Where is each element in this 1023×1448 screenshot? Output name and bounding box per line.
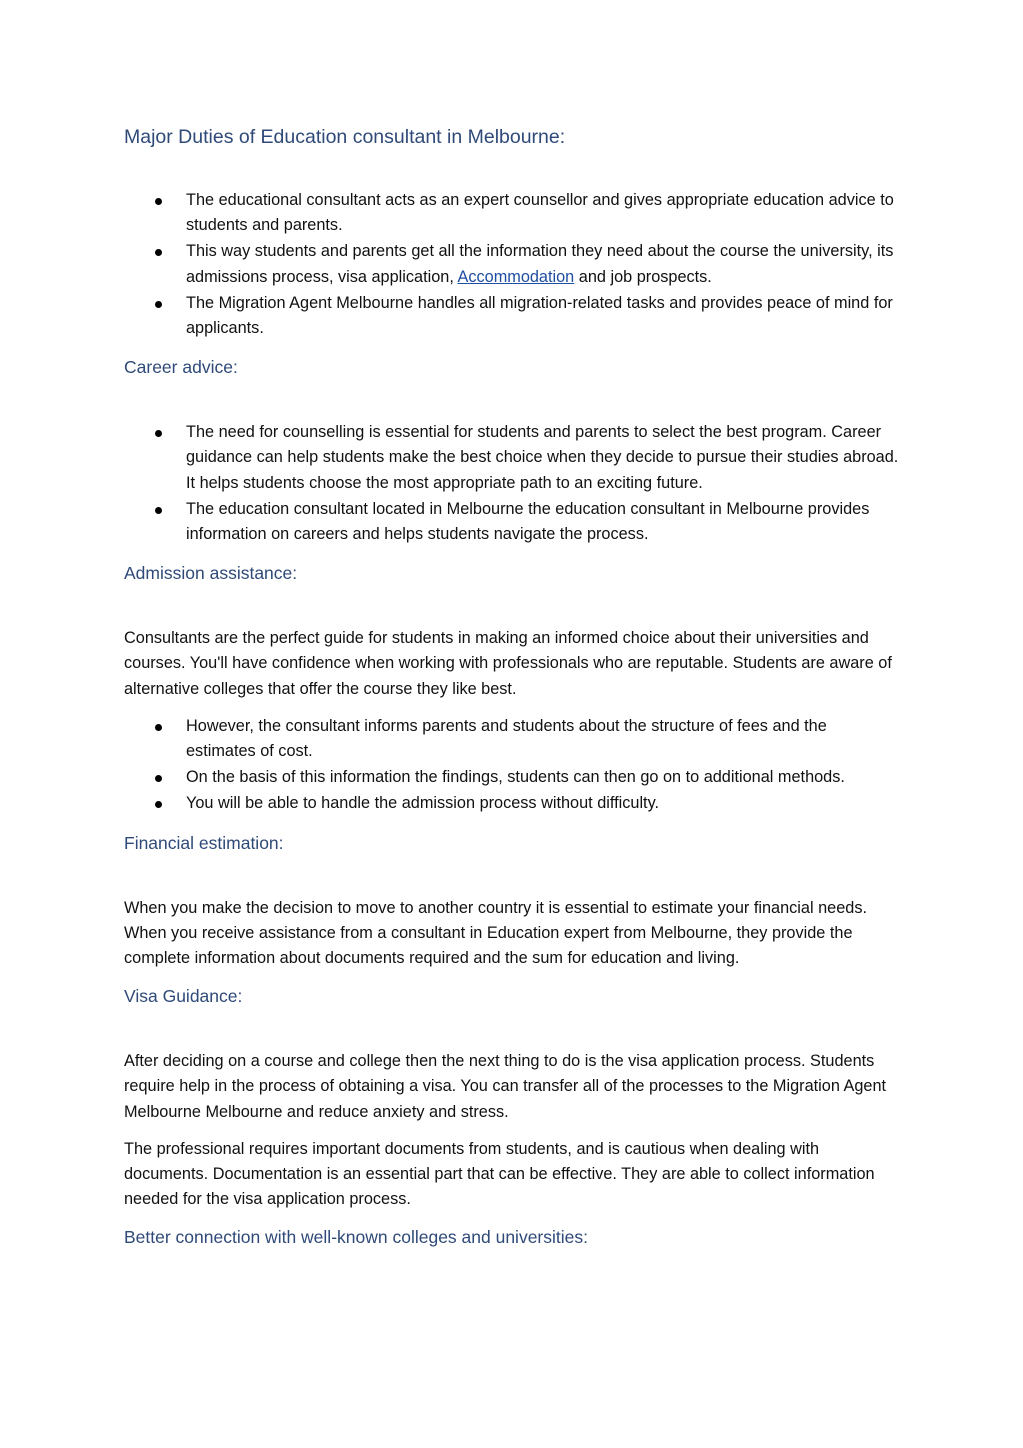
bullet-icon [155,198,162,205]
section-heading-better-connection: Better connection with well-known colleges and universities: [124,1227,588,1248]
bullet-list-career-advice [124,420,899,547]
list-item-text-after-link: and job prospects. [574,267,712,286]
paragraph-visa-guidance-2: The professional requires important documents from students, and is cautious when dealing with documents. Documentation is an essential part that can be effective. They are able to collect information needed for the visa application process. [124,1139,875,1209]
bullet-list-major-duties [124,188,899,341]
list-item [124,291,899,341]
list-item [124,714,899,764]
bullet-icon [155,249,162,256]
list-item [124,188,899,238]
list-item-text: The educational consultant acts as an expert counsellor and gives appropriate education advice to students and parents. [186,191,894,235]
list-item-text: The education consultant located in Melbourne the education consultant in Melbourne provides information on careers and helps students navigate the process. [186,499,870,544]
section-heading-admission-assistance: Admission assistance: [124,563,298,584]
list-item-text: However, the consultant informs parents and students about the structure of fees and the estimates of cost. [186,716,827,761]
bullet-icon [155,430,162,437]
bullet-icon [155,801,162,808]
list-item-text: On the basis of this information the findings, students can then go on to additional methods. [186,768,845,787]
bullet-icon [155,775,162,782]
list-item [124,791,899,816]
list-item-text: You will be able to handle the admission process without difficulty. [186,794,660,813]
section-heading-financial-estimation: Financial estimation: [124,832,284,853]
accommodation-link[interactable]: Accommodation [457,267,575,286]
list-item-text: The Migration Agent Melbourne handles all migration-related tasks and provides peace of mind for applicants. [186,293,893,338]
list-item [124,239,899,289]
paragraph-admission-assistance: Consultants are the perfect guide for students in making an informed choice about their universities and courses. You'll have confidence when working with professionals who are reputable. Students are aware of alternative colleges that offer the course they like best. [124,629,892,698]
paragraph-visa-guidance-1: After deciding on a course and college then the next thing to do is the visa application process. Students require help in the process of obtaining a visa. You can transfer all of the processes to the Migration Agent Melbourne Melbourne and reduce anxiety and stress. [124,1052,887,1121]
bullet-icon [155,301,162,308]
section-heading-visa-guidance: Visa Guidance: [124,986,243,1007]
list-item [124,420,899,496]
paragraph-financial-estimation: When you make the decision to move to another country it is essential to estimate your financial needs. When you receive assistance from a consultant in Education expert from Melbourne, they provide the complete information about documents required and the sum for education and living. [124,898,867,968]
bullet-icon [155,507,162,514]
bullet-list-admission-assistance [124,714,899,817]
list-item-text-before-link: This way students and parents get all the information they need about the course the university, its admissions process, visa application, [186,242,894,286]
list-item [124,765,899,790]
section-heading-major-duties: Major Duties of Education consultant in Melbourne: [124,126,566,148]
list-item-text: The need for counselling is essential for students and parents to select the best program. Career guidance can help students make the best choice when they decide to pursue their studies abroad. It helps students choose the most appropriate path to an exciting future. [186,423,899,492]
bullet-icon [155,724,162,731]
document-body [124,122,899,1290]
section-heading-career-advice: Career advice: [124,357,238,378]
list-item [124,497,899,547]
